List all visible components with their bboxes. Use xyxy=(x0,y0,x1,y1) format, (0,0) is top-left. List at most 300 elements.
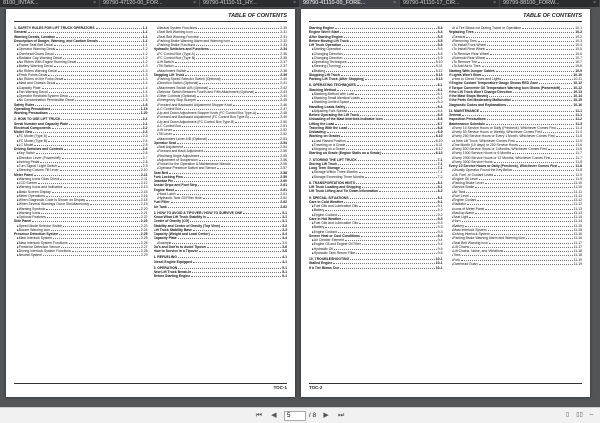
toc-leader-dots xyxy=(191,274,281,277)
toc-entry-page: 2-52 xyxy=(280,128,287,132)
toc-entry-title: Air Tank xyxy=(153,204,167,209)
toc-entry-page: 4-1 xyxy=(282,255,287,260)
toc-entry-title: ▸ Capacity Plate xyxy=(17,86,41,90)
toc-entry-page: 2-3 xyxy=(142,134,148,139)
toc-entry-page: 5-1 xyxy=(282,265,287,270)
total-pages-label: / 8 xyxy=(308,412,317,419)
document-tab[interactable] xyxy=(100,0,200,7)
toc-entry-title: Stopping Lift Truck xyxy=(309,72,340,77)
toc-leader-dots xyxy=(469,215,572,218)
toc-entry-page: 3-3 xyxy=(282,227,287,232)
toc-entry[interactable] xyxy=(449,262,583,266)
toc-entry-page: 2-3 xyxy=(142,130,148,134)
toc-entry-title: ▸ Engine Oil Level xyxy=(452,177,478,181)
toc-entry-title: If the Lift Truck Won't Change Direction xyxy=(448,89,512,94)
toc-entry[interactable] xyxy=(309,151,443,155)
toc-entry-page: 9-3 xyxy=(437,216,443,221)
toc-entry-title: ▸ Parking Brake Lever xyxy=(452,181,484,185)
toc-entry[interactable] xyxy=(309,77,443,81)
toc-entry-title: Maintenance Schedule xyxy=(448,121,486,126)
fit-width-icon[interactable]: ⇔ xyxy=(588,412,595,418)
single-page-view-icon[interactable]: ▯ xyxy=(565,412,570,418)
toc-entry-title: Stacking Method xyxy=(309,87,337,92)
toc-entry-page: 7-2 xyxy=(437,174,443,179)
toc-entry-page: 2-23 xyxy=(140,219,148,224)
toc-entry-page: 2-37 xyxy=(280,60,287,64)
toc-entry-page: 1-20 xyxy=(140,111,148,115)
toc-entry-title: If Lights Won't Glow xyxy=(448,72,482,77)
toc-leader-dots xyxy=(49,90,142,93)
toc-leader-dots xyxy=(462,253,573,256)
toc-entry-page: 2-61 xyxy=(280,191,287,196)
toc-leader-dots xyxy=(86,198,140,201)
toc-entry-title: ▸ Attachment Lever A/B (Optional) xyxy=(157,137,207,141)
toc-entry-page: 11-19 xyxy=(573,257,582,262)
document-tab[interactable] xyxy=(400,0,500,7)
toc-entry-page: 11-11 xyxy=(573,193,582,198)
toc-entry-title: ▸ Every 2000 Service Hours or 12 Months, Whichever Comes First xyxy=(452,156,551,160)
toc-entry-title: Long Term Storage xyxy=(309,166,340,170)
page-header-title: TABLE OF CONTENTS xyxy=(14,12,287,22)
toc-entry-title: Every 10 Service Hours or Daily (Precheck), Whichever Comes First xyxy=(448,164,558,168)
toc-entry-page: 6-1 xyxy=(437,87,443,92)
page-footer-number: TOC-2 xyxy=(309,383,582,391)
toc-entry-title: ▸ Load Raised Position xyxy=(312,139,346,143)
toc-entry-title: Driving Switches and Controls xyxy=(14,147,64,151)
toc-entry-title: ▸ Operator Presence Switch and Sensor xyxy=(157,166,217,170)
toc-entry-title: ▸ Mast Interlock System xyxy=(17,236,52,240)
toc-entry-title: ▸ Warning Icons Glow Check xyxy=(17,177,59,181)
toc-leader-dots xyxy=(342,43,436,46)
toc-leader-dots xyxy=(482,64,575,67)
toc-entry-title: Unloading xyxy=(309,130,326,134)
toc-entry-page: 1-5 xyxy=(142,98,148,103)
toc-entry-page: 11-6 xyxy=(575,147,582,151)
toc-entry-page: 3-1 xyxy=(282,215,287,219)
page-number-input[interactable] xyxy=(284,411,306,421)
toc-entry[interactable] xyxy=(154,249,288,253)
toc-entry-title: 4. REFUELING xyxy=(153,255,177,260)
toc-entry-title: ▸ Braking xyxy=(312,69,325,73)
toc-entry-page: 9-2 xyxy=(437,212,443,217)
document-tab[interactable] xyxy=(0,0,100,7)
toc-entry-title: Inspection Precautions xyxy=(448,117,486,122)
toc-leader-dots xyxy=(384,117,437,120)
toc-entry[interactable] xyxy=(14,253,148,257)
toc-entry-title: ▸ How to Check Fuses and Lights xyxy=(452,77,502,81)
toc-entry-title: ▸ Traveling on a Grade xyxy=(312,143,345,147)
toc-leader-dots xyxy=(99,39,142,42)
toc-leader-dots xyxy=(558,164,574,167)
toc-leader-dots xyxy=(169,171,279,174)
last-page-icon[interactable]: ⏭ xyxy=(337,411,345,419)
toc-entry-title: New Lift Truck Break-In xyxy=(153,270,192,274)
toc-entry-page: 11-3 xyxy=(575,125,582,130)
toc-entry-title: ▸ Direction Lever (Powershift) xyxy=(17,156,61,160)
toc-entry-title: General xyxy=(14,30,27,35)
toc-entry-page: 2-61 xyxy=(280,183,287,188)
toc-entry-title: ▸ Up and Down Adjustment Stopper Knob (FC Control Box Type-A) xyxy=(157,111,257,115)
toc-leader-dots xyxy=(361,234,437,237)
toc-entry-title: Hydraulic Switches and Functions xyxy=(153,47,209,52)
toc-entry-title: ▸ Reclining Angle Adjustment xyxy=(157,154,200,158)
toc-entry-title: If the Mast Stops Moving xyxy=(448,94,489,98)
toc-entry-title: ▸ Air Cleaner Element xyxy=(312,238,344,242)
toc-entry-title: 7. STORING THE LIFT TRUCK xyxy=(309,157,357,162)
toc-entry-title: Unloading of the Mast Interlock Indicator Icon xyxy=(309,117,383,122)
toc-entry-page: 10-7 xyxy=(575,60,582,64)
toc-entry-title: ▸ Battery xyxy=(312,225,324,229)
toc-leader-dots xyxy=(43,253,140,256)
toc-entry-page: 11-3 xyxy=(575,121,582,126)
first-page-icon[interactable]: ⏮ xyxy=(255,411,263,419)
toc-entry[interactable] xyxy=(309,251,443,255)
toc-entry-page: 10-5 xyxy=(575,47,582,52)
toc-leader-dots xyxy=(486,47,574,50)
toc-entry[interactable] xyxy=(154,274,288,278)
toc-leader-dots xyxy=(33,130,141,133)
toc-entry-page: 11-1 xyxy=(575,113,582,117)
toc-entry-page: 2-41 xyxy=(280,81,287,86)
toc-entry-page: 1-1 xyxy=(142,43,148,47)
toc-entry-page: 3-5 xyxy=(282,240,287,245)
toc-leader-dots xyxy=(488,228,573,231)
toc-leader-dots xyxy=(496,69,574,72)
toc-leader-dots xyxy=(479,177,575,180)
toc-entry-page: 10-14 xyxy=(573,94,582,98)
toc-entry-title: Capacity Plate xyxy=(153,236,177,241)
toc-leader-dots xyxy=(348,109,436,112)
toc-leader-dots xyxy=(207,215,281,218)
toc-leader-dots xyxy=(358,158,437,161)
toc-leader-dots xyxy=(46,194,140,197)
toc-entry-title: ▸ No Riders on the Forks Decal xyxy=(17,77,63,81)
toc-entry-title: Diagnostic Codes and Explanations xyxy=(448,102,507,107)
toc-entry-title: ▸ Lift Lever xyxy=(157,128,173,132)
toc-entry-title: ▸ Meter Operations xyxy=(17,194,45,198)
toc-leader-dots xyxy=(491,232,573,235)
toc-leader-dots xyxy=(231,39,279,42)
toc-entry-title: Operator Seat xyxy=(153,140,176,145)
toc-entry-title: If the Parts Get Moderately Malfunction xyxy=(448,98,512,103)
toc-entry[interactable] xyxy=(154,260,288,264)
toc-leader-dots xyxy=(64,77,141,80)
toc-leader-dots xyxy=(200,35,279,38)
toc-entry-page: 11-11 xyxy=(573,189,582,194)
close-icon[interactable]: × xyxy=(393,0,396,6)
toc-leader-dots xyxy=(475,30,575,33)
toc-entry-page: 11-14 xyxy=(573,219,582,224)
close-icon[interactable]: × xyxy=(493,0,496,6)
toc-entry-page: 10-1 xyxy=(435,261,443,266)
toc-entry-title: 3. HOW TO AVOID A TIPOVER / HOW TO SURVIVE ONE xyxy=(153,210,243,215)
toc-entry-title: Stalled Engine xyxy=(309,261,333,266)
toc-leader-dots xyxy=(462,219,573,222)
toc-entry-title: ▸ Turn Signal / Light Switch xyxy=(17,164,57,168)
toc-leader-dots xyxy=(341,134,434,137)
toc-leader-dots xyxy=(185,73,279,76)
toc-entry-title: Fuel Filler xyxy=(153,200,170,205)
toc-entry-page: 2-61 xyxy=(280,187,287,192)
toc-entry-page: 9-1 xyxy=(437,204,443,208)
toc-leader-dots xyxy=(350,39,437,42)
toc-entry-title: Side Panel xyxy=(14,219,32,224)
page-right xyxy=(301,9,590,397)
toc-entry-title: ▸ If a Tire Blows out During Travel or Operation xyxy=(452,26,522,30)
toc-leader-dots xyxy=(47,215,140,218)
toc-entry-page: 5-10 xyxy=(435,60,443,64)
toc-entry-title: ▸ FC Control Box (Type A) xyxy=(157,52,195,56)
toc-leader-dots xyxy=(487,117,575,120)
toc-leader-dots xyxy=(192,270,281,273)
toc-entry-page: 10-15 xyxy=(573,98,582,103)
toc-leader-dots xyxy=(325,225,436,228)
toc-entry-title: ▸ Buzzer Warning Icon xyxy=(17,228,50,232)
toc-leader-dots xyxy=(551,156,574,159)
toc-entry-page: 2-55 xyxy=(280,149,287,154)
toc-entry[interactable] xyxy=(154,205,288,209)
toc-entry-title: ▸ Lift Switch xyxy=(157,60,174,64)
toc-entry[interactable] xyxy=(449,103,583,107)
toc-leader-dots xyxy=(197,94,279,97)
toc-entry-title: Before Operating the Lift Truck xyxy=(309,113,359,117)
close-icon[interactable]: × xyxy=(293,0,296,6)
toc-entry-title: ▸ LCD Screen xyxy=(17,181,37,185)
toc-leader-dots xyxy=(362,185,437,188)
toc-entry-title: ▸ Solenoid Rear Wheel xyxy=(452,56,486,60)
toc-entry-page: 11-8 xyxy=(575,168,582,173)
toc-entry-page: 2-33 xyxy=(280,43,287,47)
toc-entry[interactable] xyxy=(309,175,443,179)
toc-entry-page: 2-22 xyxy=(140,215,148,219)
toc-entry-page: 1-2 xyxy=(142,47,148,52)
toc-entry-page: 11-16 xyxy=(573,236,582,241)
toc-leader-dots xyxy=(340,30,436,33)
toc-entry-page: 7-1 xyxy=(437,170,443,175)
toc-leader-dots xyxy=(475,185,572,188)
toc-entry-title: Lift Truck Lifting and Tie Down Information xyxy=(309,189,379,194)
toc-entry-page: 2-52 xyxy=(280,132,287,137)
toc-entry-page: 2-6 xyxy=(142,151,148,156)
toc-leader-dots xyxy=(207,245,281,248)
toc-leader-dots xyxy=(257,111,279,114)
toc-leader-dots xyxy=(461,258,573,261)
toc-entry-page: 7-1 xyxy=(437,166,443,170)
toc-entry-page: 1-2 xyxy=(142,55,148,60)
toc-column xyxy=(14,26,148,379)
toc-entry-title: ▸ Inching Pedal xyxy=(17,160,39,164)
toc-entry-page: 2-30 xyxy=(280,26,287,30)
toc-entry-title: ▸ No Contamination Permissible Decal xyxy=(17,98,74,102)
two-page-view-icon[interactable]: ▯▯ xyxy=(576,412,583,418)
toc-entry-page: 10-10 xyxy=(573,72,582,77)
toc-entry-title: ▸ Engine Coolant xyxy=(312,213,337,217)
toc-leader-dots xyxy=(58,164,142,167)
toc-entry-page: 11-9 xyxy=(575,176,582,181)
toc-entry-title: Lift Truck Stability Base xyxy=(153,227,192,232)
toc-leader-dots xyxy=(475,211,572,214)
toc-entry-page: 2-46 xyxy=(280,102,287,107)
toc-entry-page: 10-7 xyxy=(575,55,582,60)
toc-entry-page: 1-1 xyxy=(142,30,148,35)
toc-entry-page: 2-53 xyxy=(280,136,287,141)
toc-leader-dots xyxy=(196,56,279,59)
toc-entry-page: 2-58 xyxy=(280,170,287,175)
toc-entry-title: ▸ Other Controls (Optional) xyxy=(157,94,197,98)
toc-entry-page: 2-54 xyxy=(280,145,287,149)
toc-entry-title: 1. SAFETY RULES FOR LIFT TRUCK OPERATORS xyxy=(14,26,95,30)
toc-entry-page: 6-10 xyxy=(435,134,443,139)
toc-leader-dots xyxy=(490,52,574,55)
toc-leader-dots xyxy=(346,143,435,146)
close-icon[interactable]: × xyxy=(93,0,96,6)
toc-entry-page: 9-1 xyxy=(437,199,443,204)
toc-entry-page: 9-4 xyxy=(437,233,443,238)
toc-entry-page: 2-62 xyxy=(280,204,287,209)
toc-entry-title: ▸ No Riders With Engine Running Decal xyxy=(17,60,76,64)
toc-entry-title: ▸ LC Control Box xyxy=(157,107,182,111)
toc-leader-dots xyxy=(519,143,575,146)
toc-entry-title: Do's and Don'ts to Avoid Tipover xyxy=(153,244,207,249)
toc-leader-dots xyxy=(470,245,572,248)
toc-entry-title: Parking Lift Truck (After Stopping) xyxy=(309,77,365,81)
toc-leader-dots xyxy=(184,145,279,148)
toc-entry[interactable] xyxy=(309,189,443,193)
toc-entry-title: Diesel Engine Equipped xyxy=(153,259,193,264)
toc-entry-page: 2-21 xyxy=(140,210,148,215)
toc-entry-page: 7-1 xyxy=(437,161,443,166)
toc-entry-title: ▸ Visually Operator Found the Key Below xyxy=(452,168,513,172)
tab-label: 99799-88100_FORW... xyxy=(503,0,560,6)
toc-entry-title: ▸ Up and Down Adjustment (FC Control Box Type-B) xyxy=(157,120,235,124)
toc-entry[interactable] xyxy=(309,266,443,270)
toc-leader-dots xyxy=(338,162,437,165)
toc-entry-page: 3-6 xyxy=(282,244,287,249)
toc-entry-title: ▸ FC Model (Type B) xyxy=(17,139,47,143)
toc-entry-title: Know What Lift Truck Stability Is xyxy=(153,215,207,219)
toc-entry-title: Fork Locking Pins xyxy=(153,174,183,179)
toc-entry-title: ▸ Optional Features xyxy=(17,215,46,219)
toc-entry-title: Engine Hood xyxy=(153,187,175,192)
toc-entry-page: 10-6 xyxy=(575,51,582,56)
toc-entry-title: ▸ Neutral System xyxy=(17,253,42,257)
toc-leader-dots xyxy=(174,179,279,182)
toc-leader-dots xyxy=(178,266,281,269)
toc-entry-page: 5-5 xyxy=(437,34,443,39)
toc-entry-page: 11-6 xyxy=(575,142,582,147)
toc-entry-title: ▸ Removing Tires xyxy=(452,39,477,43)
toc-leader-dots xyxy=(489,94,572,97)
toc-entry-page: 6-10 xyxy=(435,138,443,143)
toc-leader-dots xyxy=(35,103,141,106)
toc-entry-title: ▸ Stacking Small Identical Loads xyxy=(312,96,360,100)
toc-entry-page: 8-1 xyxy=(437,185,443,189)
toc-entry-page: 2-37 xyxy=(280,64,287,69)
document-tab[interactable] xyxy=(200,0,300,7)
close-icon[interactable]: × xyxy=(593,0,596,6)
toc-entry-title: ▸ Frame Seat Belt Decal xyxy=(17,43,53,47)
toc-entry-page: 11-15 xyxy=(573,223,582,228)
toc-entry-title: ▸ Stopping on a Grade xyxy=(312,147,345,151)
toc-entry-page: 11-7 xyxy=(575,155,582,160)
toc-entry-title: 6. OPERATING TECHNIQUES xyxy=(309,83,356,88)
toc-leader-dots xyxy=(48,73,141,76)
toc-leader-dots xyxy=(526,236,573,239)
toc-entry-page: 10-2 xyxy=(575,34,582,39)
toc-entry-page: 9-5 xyxy=(437,250,443,255)
toc-entry-title: ▸ To Remove Rear Wheel xyxy=(452,52,490,56)
toc-leader-dots xyxy=(513,90,572,93)
toc-entry-page: 2-2 xyxy=(142,125,148,130)
toc-entry-title: ▸ Battery Warning Decal xyxy=(17,64,53,68)
toc-leader-dots xyxy=(340,266,435,269)
toc-entry-page: 2-38 xyxy=(280,68,287,73)
toc-entry-page: 2-24 xyxy=(140,227,148,232)
toc-entry-title: ▸ Radiator Cap Warning Decal xyxy=(17,56,62,60)
toc-entry-title: Traveling With the Load xyxy=(309,125,348,130)
toc-leader-dots xyxy=(34,143,141,146)
toc-leader-dots xyxy=(60,168,140,171)
toc-entry-page: 2-35 xyxy=(280,51,287,56)
toc-entry-title: ▸ Engine Oil and Engine Oil Filter xyxy=(312,242,361,246)
toc-leader-dots xyxy=(487,43,574,46)
tab-label: 99790-41110-17_CIR... xyxy=(403,0,460,6)
toc-entry-title: ▸ Neutral System Functions xyxy=(157,26,198,30)
toc-entry-title: Engine Won't Start xyxy=(309,30,340,35)
toc-entry-page: 6-8 xyxy=(437,125,443,130)
document-tab[interactable] xyxy=(300,0,400,7)
toc-entry-page: 5-13 xyxy=(435,77,443,81)
toc-entry-title: If Engine Coolant Temperature Gauge Shows RED Zone xyxy=(448,81,539,86)
toc-entry-page: 2-28 xyxy=(140,249,148,253)
next-page-icon[interactable]: ▶ xyxy=(323,411,329,419)
toc-entry-page: 1-2 xyxy=(142,51,148,56)
toc-leader-dots xyxy=(198,183,279,186)
toc-entry-page: 6-13 xyxy=(435,151,443,156)
tab-label: 99790-41110-00_FORE... xyxy=(303,0,366,6)
toc-entry-page: 9-3 xyxy=(437,225,443,230)
toc-entry-page: 11-2 xyxy=(575,117,582,122)
toc-leader-dots xyxy=(55,52,142,55)
toc-entry-title: ▸ Fork xyxy=(452,258,461,262)
toc-leader-dots xyxy=(556,134,575,137)
toc-entry-page: 3-8 xyxy=(282,249,287,253)
toc-entry-title: ▸ Seat Light xyxy=(452,215,469,219)
toc-leader-dots xyxy=(56,81,141,84)
toc-leader-dots xyxy=(250,115,279,118)
toc-leader-dots xyxy=(196,52,279,55)
toc-entry-title: ▸ Every 3000 Service Hours xyxy=(452,160,493,164)
toc-leader-dots xyxy=(335,26,437,29)
close-icon[interactable]: × xyxy=(193,0,196,6)
toc-entry-title: ▸ Parking Brake Warning Alarm and Warning Icon xyxy=(452,236,525,240)
document-viewer[interactable] xyxy=(0,7,600,407)
toc-column xyxy=(449,26,583,379)
toc-leader-dots xyxy=(60,177,139,180)
toc-entry-page: 10-9 xyxy=(575,68,582,73)
toc-leader-dots xyxy=(204,149,279,152)
previous-page-icon[interactable]: ◀ xyxy=(271,411,277,419)
toc-entry-page: 10-1 xyxy=(575,26,582,30)
toc-entry[interactable] xyxy=(14,111,148,115)
document-tab[interactable] xyxy=(500,0,600,7)
toc-leader-dots xyxy=(466,35,574,38)
tab-label: 8100_INTAK... xyxy=(3,0,39,6)
toc-leader-dots xyxy=(193,228,281,231)
toc-leader-dots xyxy=(486,56,574,59)
toc-entry-title: ▸ Attachment Switch xyxy=(157,69,187,73)
toc-entry-page: 2-32 xyxy=(280,38,287,43)
